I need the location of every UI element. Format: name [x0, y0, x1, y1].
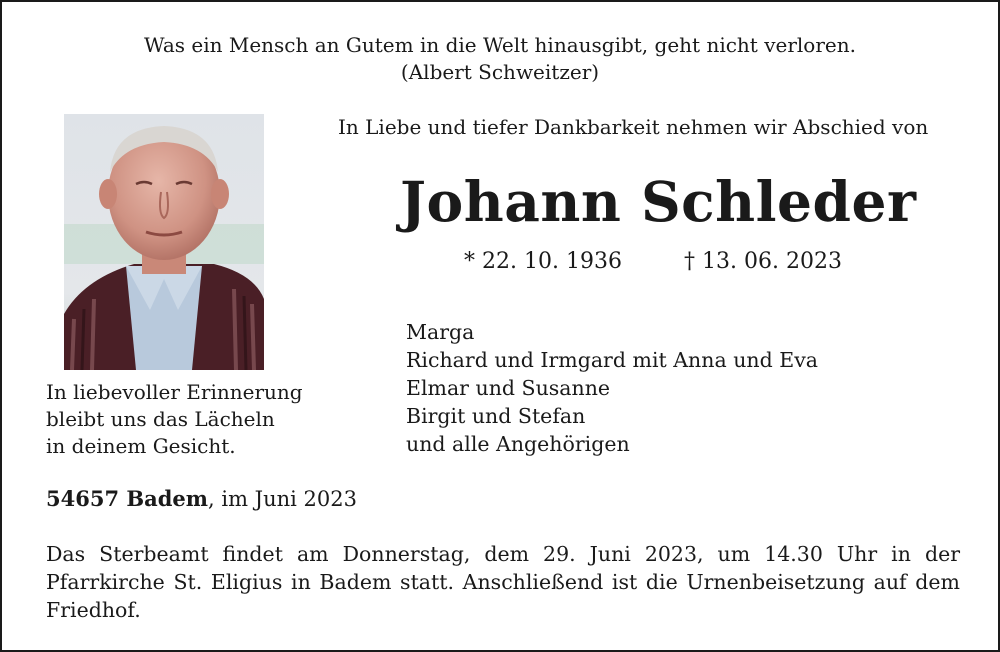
birth-date: * 22. 10. 1936 [464, 249, 622, 274]
service-announcement: Das Sterbeamt findet am Donnerstag, dem 29. Juni 2023, um 14.30 Uhr in der Pfarrkirche St. Eligius in Badem statt. Anschließend ist die Urnenbeisetzung auf dem Friedhof. [46, 542, 960, 622]
place-location: 54657 Badem [46, 486, 208, 511]
family-line: Birgit und Stefan [406, 404, 586, 428]
portrait-photo [64, 114, 264, 370]
place-date-line [46, 486, 357, 511]
family-list [406, 318, 818, 458]
quote-block [2, 32, 998, 86]
family-line: Elmar und Susanne [406, 376, 611, 400]
family-line: und alle Angehörigen [406, 432, 630, 456]
place-date: , im Juni 2023 [208, 487, 357, 511]
death-date: † 13. 06. 2023 [684, 249, 842, 274]
quote-author: (Albert Schweitzer) [400, 60, 600, 84]
farewell-intro: In Liebe und tiefer Dankbarkeit nehmen wir Abschied von [338, 115, 929, 139]
deceased-name: Johann Schleder [400, 169, 917, 234]
memory-line: bleibt uns das Lächeln [46, 407, 275, 431]
memory-line: in deinem Gesicht. [46, 434, 236, 458]
quote-text: Was ein Mensch an Gutem in die Welt hinausgibt, geht nicht verloren. [144, 33, 856, 57]
memory-line: In liebevoller Erinnerung [46, 380, 303, 404]
family-line: Richard und Irmgard mit Anna und Eva [406, 348, 819, 372]
family-line: Marga [406, 320, 475, 344]
memory-text [46, 379, 303, 460]
